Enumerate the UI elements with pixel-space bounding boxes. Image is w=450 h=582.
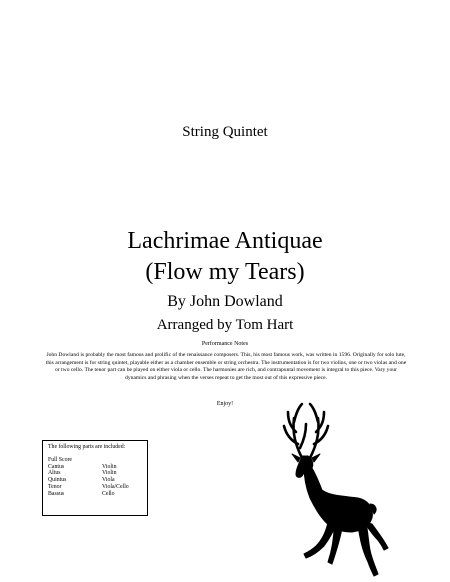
part-instrument: Viola (102, 477, 115, 484)
ensemble-subtitle: String Quintet (182, 124, 268, 140)
parts-row (48, 464, 142, 471)
parts-row (48, 484, 142, 491)
parts-row (48, 470, 142, 477)
parts-full-score: Full Score (48, 456, 72, 463)
stag-silhouette-icon (272, 400, 392, 580)
composer-credit: By John Dowland (167, 293, 283, 310)
part-name: Altus (48, 470, 61, 477)
title-line-2: (Flow my Tears) (145, 259, 305, 285)
parts-intro: The following parts are included: (48, 444, 126, 450)
part-instrument: Violin (102, 470, 117, 477)
performance-notes-closing: Enjoy! (216, 401, 234, 407)
part-instrument: Violin (102, 463, 117, 470)
parts-row (48, 477, 142, 484)
performance-notes-body: John Dowland is probably the most famous and prolific of the renaissance composers. This, his most famous work, was written in 1596. Originally for solo lute, this arrangement is for string quintet, playable either as a chamber ensemble or string orchestra. The instrumentation is for two violins, one or two violas and one or two cello. The tenor part can be played on either viola or cello. The harmonies are rich, and contrapuntal movement is integral to this piece. Vary your dynamics and phrasing when the verses repeat to get the most out of this expressive piece. (45, 352, 407, 381)
performance-notes-heading: Performance Notes (201, 341, 249, 347)
part-instrument: Cello (102, 490, 115, 497)
part-name: Tenor (48, 483, 62, 490)
part-instrument: Viola/Cello (102, 483, 129, 490)
parts-list-box (42, 440, 148, 516)
arranger-credit: Arranged by Tom Hart (156, 317, 294, 333)
part-name: Cantus (48, 463, 65, 470)
parts-row (48, 491, 142, 498)
part-name: Quintus (48, 477, 67, 484)
part-name: Bassus (48, 490, 65, 497)
title-line-1: Lachrimae Antiquae (127, 228, 323, 254)
